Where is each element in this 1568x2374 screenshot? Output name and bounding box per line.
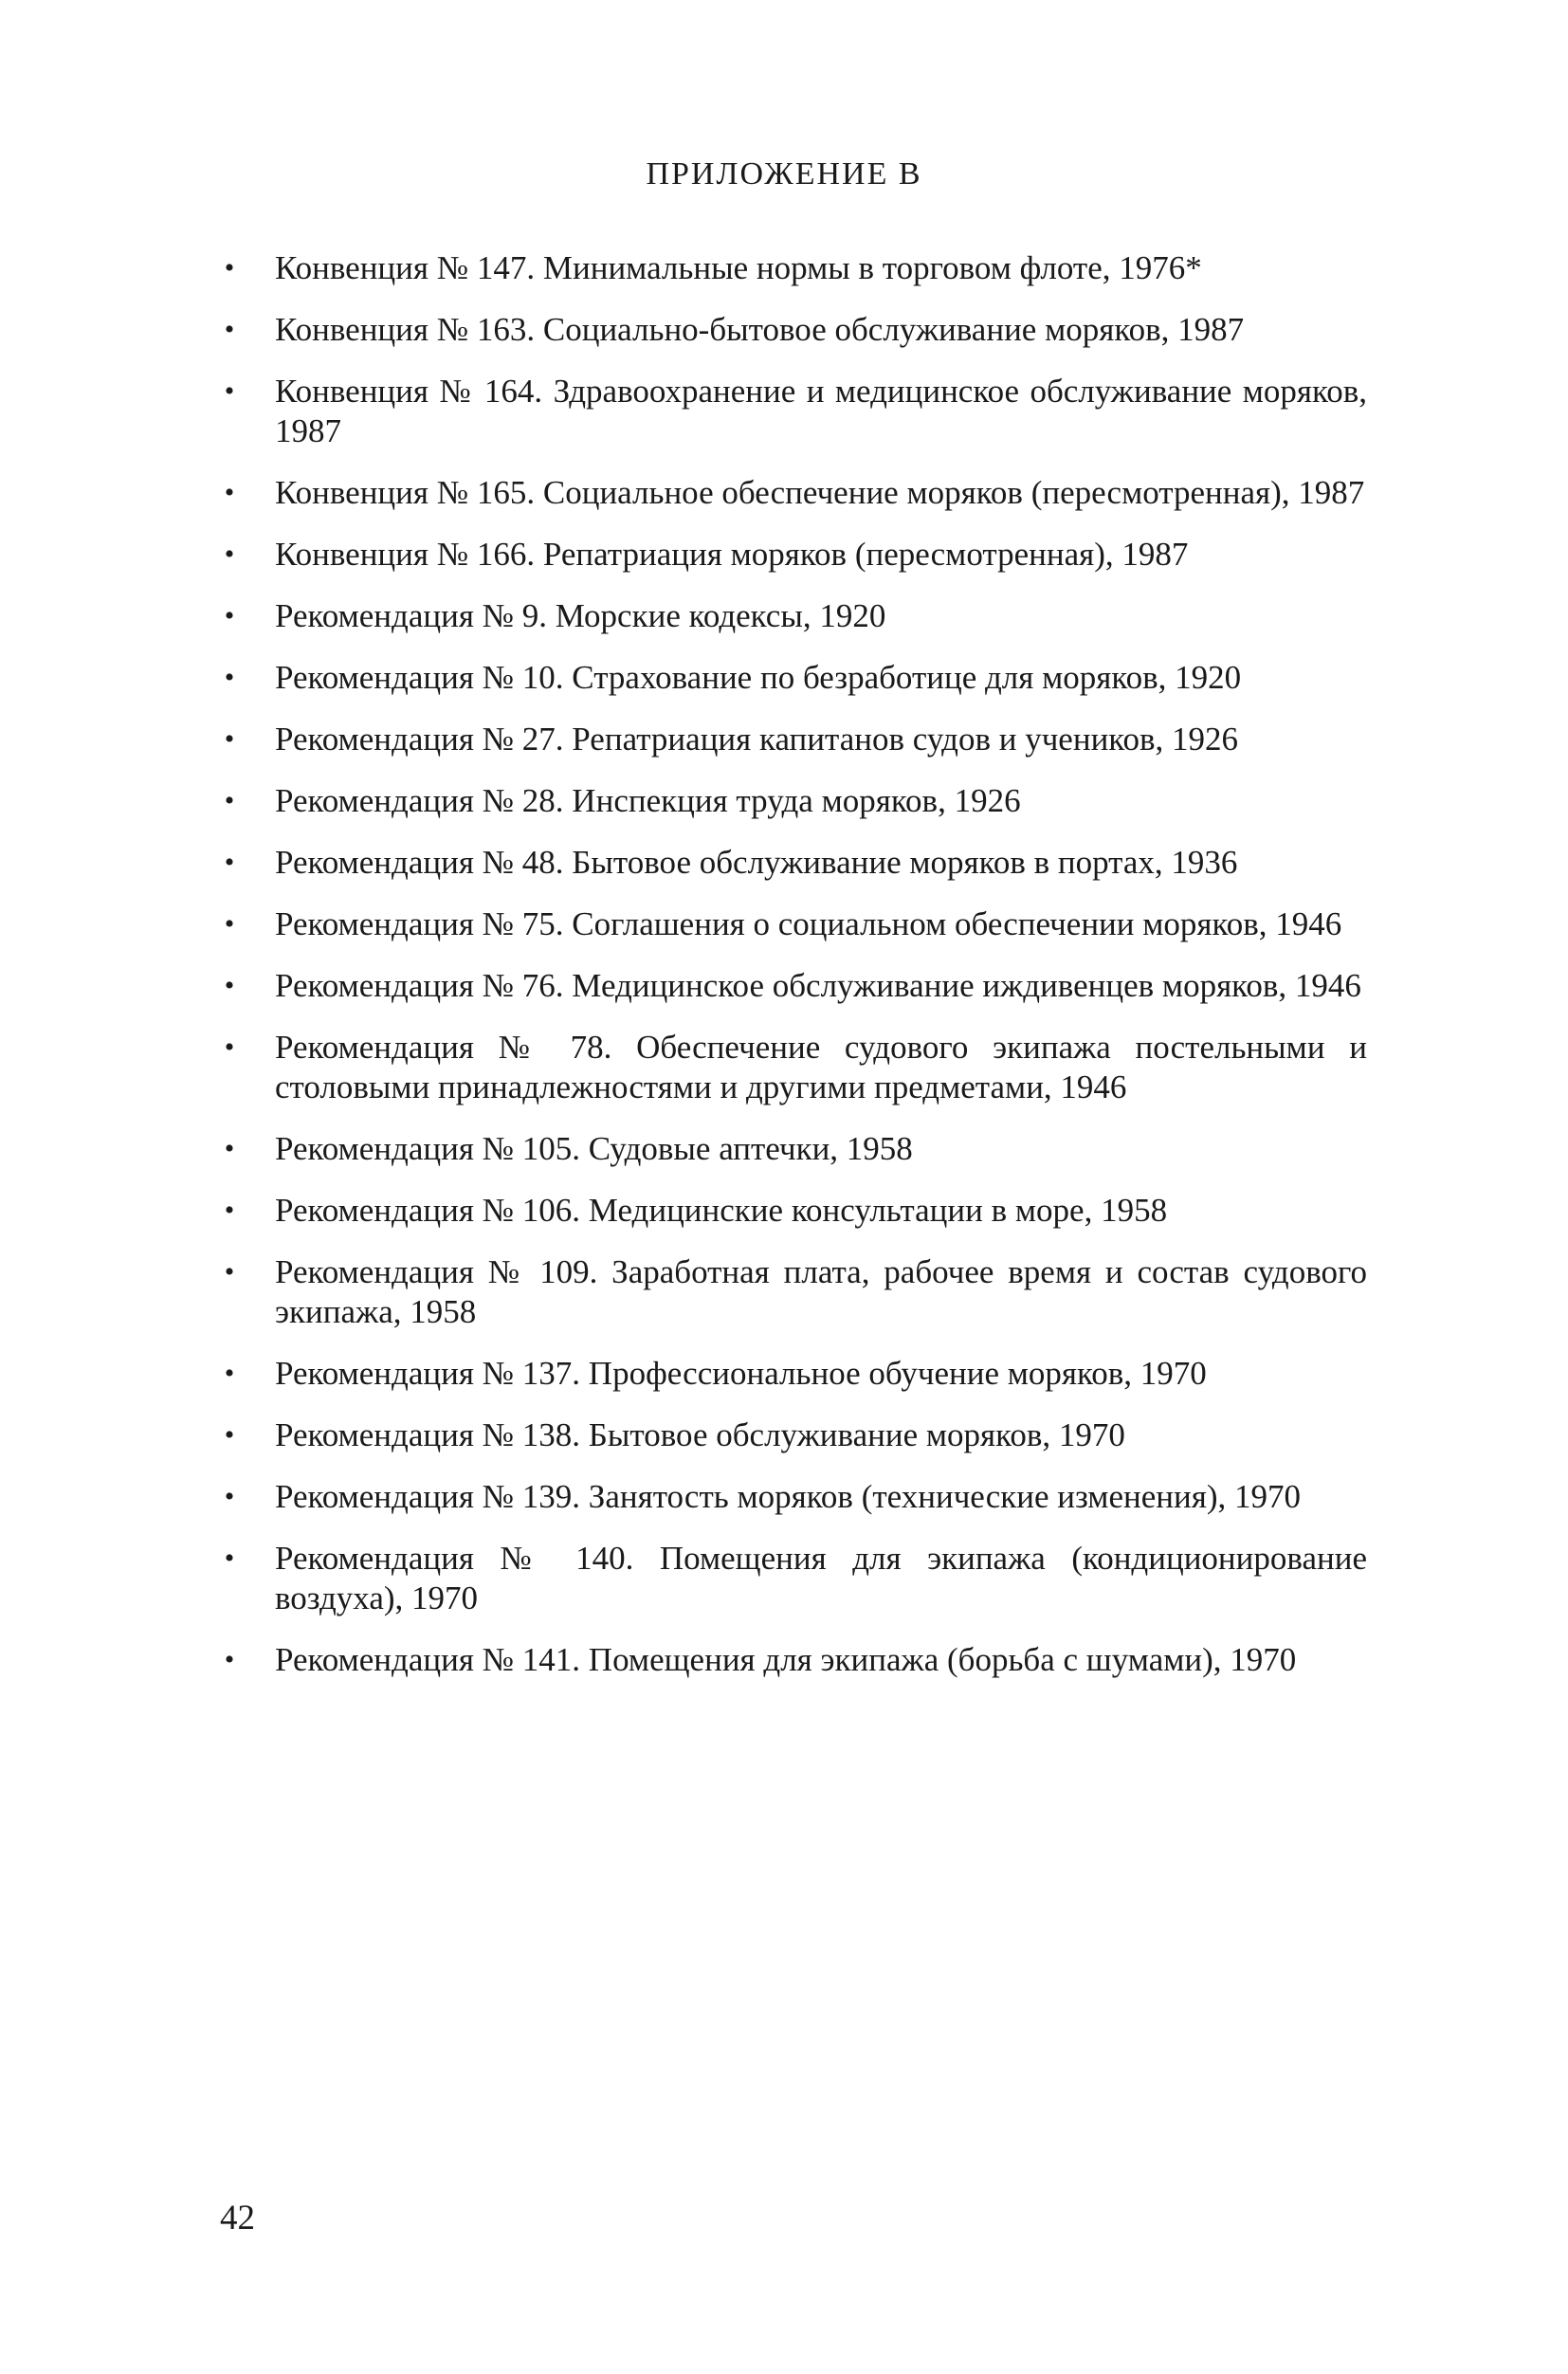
- list-item-text: Рекомендация № 138. Бытовое обслуживание моряков, 1970: [275, 1416, 1125, 1453]
- bullet-icon: •: [224, 723, 235, 755]
- list-item-text: Рекомендация № 109. Заработная плата, рабочее время и состав судового экипажа, 1958: [275, 1253, 1367, 1330]
- list-item-text: Рекомендация № 78. Обеспечение судового экипажа постельными и столовыми принадлежностями и другими предметами, 1946: [275, 1029, 1367, 1105]
- bullet-icon: •: [224, 1032, 235, 1063]
- list-item: [220, 1028, 1367, 1107]
- page-number: 42: [220, 2199, 255, 2237]
- bullet-icon: •: [224, 785, 235, 816]
- list-item: [220, 1477, 1367, 1517]
- bullet-icon: •: [224, 1644, 235, 1675]
- list-item: [220, 843, 1367, 883]
- bullet-icon: •: [224, 1195, 235, 1226]
- bullet-icon: •: [224, 252, 235, 283]
- bullet-icon: •: [224, 314, 235, 345]
- list-item: [220, 1129, 1367, 1169]
- list-item: [220, 310, 1367, 350]
- list-item: [220, 1354, 1367, 1394]
- bullet-icon: •: [224, 847, 235, 878]
- list-item: [220, 596, 1367, 636]
- list-item: [220, 1191, 1367, 1231]
- list-item: [220, 966, 1367, 1006]
- list-item-text: Конвенция № 163. Социально-бытовое обслуживание моряков, 1987: [275, 311, 1245, 348]
- bullet-icon: •: [224, 1256, 235, 1287]
- list-item: [220, 1252, 1367, 1332]
- list-item-text: Рекомендация № 137. Профессиональное обучение моряков, 1970: [275, 1355, 1207, 1392]
- list-item: [220, 658, 1367, 698]
- bullet-icon: •: [224, 375, 235, 407]
- list-item: [220, 535, 1367, 575]
- page-title: ПРИЛОЖЕНИЕ В: [646, 156, 922, 192]
- bullet-icon: •: [224, 539, 235, 570]
- bullet-icon: •: [224, 1481, 235, 1512]
- list-item-text: Рекомендация № 28. Инспекция труда моряков, 1926: [275, 782, 1021, 819]
- bullet-icon: •: [224, 1419, 235, 1451]
- bullet-icon: •: [224, 908, 235, 940]
- list-item-text: Конвенция № 164. Здравоохранение и медицинское обслуживание моряков, 1987: [275, 373, 1367, 449]
- list-item: [220, 1640, 1367, 1680]
- list-item-text: Конвенция № 165. Социальное обеспечение моряков (пересмотренная), 1987: [275, 474, 1365, 511]
- list-item-text: Рекомендация № 75. Соглашения о социальном обеспечении моряков, 1946: [275, 905, 1342, 942]
- bullet-icon: •: [224, 1543, 235, 1574]
- bullet-icon: •: [224, 970, 235, 1001]
- bullet-icon: •: [224, 477, 235, 508]
- list-item-text: Рекомендация № 139. Занятость моряков (технические изменения), 1970: [275, 1478, 1301, 1515]
- list-item-text: Рекомендация № 140. Помещения для экипажа (кондиционирование воздуха), 1970: [275, 1540, 1367, 1616]
- list-item-text: Рекомендация № 76. Медицинское обслуживание иждивенцев моряков, 1946: [275, 967, 1361, 1004]
- list-item-text: Рекомендация № 105. Судовые аптечки, 1958: [275, 1130, 913, 1167]
- list-item: [220, 248, 1367, 288]
- list-item-text: Рекомендация № 10. Страхование по безработице для моряков, 1920: [275, 659, 1242, 696]
- bullet-icon: •: [224, 662, 235, 693]
- bullet-icon: •: [224, 1358, 235, 1389]
- list-item: [220, 1539, 1367, 1618]
- list-item: [220, 720, 1367, 759]
- list-item-text: Рекомендация № 27. Репатриация капитанов судов и учеников, 1926: [275, 721, 1239, 758]
- list-item-text: Рекомендация № 106. Медицинские консультации в море, 1958: [275, 1192, 1168, 1229]
- list-item-text: Рекомендация № 48. Бытовое обслуживание моряков в портах, 1936: [275, 844, 1238, 881]
- list-item-text: Рекомендация № 9. Морские кодексы, 1920: [275, 597, 886, 634]
- list-item-text: Конвенция № 147. Минимальные нормы в торговом флоте, 1976*: [275, 249, 1202, 286]
- document-list: [220, 248, 1367, 1702]
- bullet-icon: •: [224, 1133, 235, 1164]
- list-item-text: Рекомендация № 141. Помещения для экипажа (борьба с шумами), 1970: [275, 1641, 1297, 1678]
- list-item: [220, 372, 1367, 451]
- list-item-text: Конвенция № 166. Репатриация моряков (пересмотренная), 1987: [275, 536, 1189, 573]
- list-item: [220, 781, 1367, 821]
- list-item: [220, 1415, 1367, 1455]
- list-item: [220, 904, 1367, 944]
- list-item: [220, 473, 1367, 513]
- bullet-icon: •: [224, 600, 235, 631]
